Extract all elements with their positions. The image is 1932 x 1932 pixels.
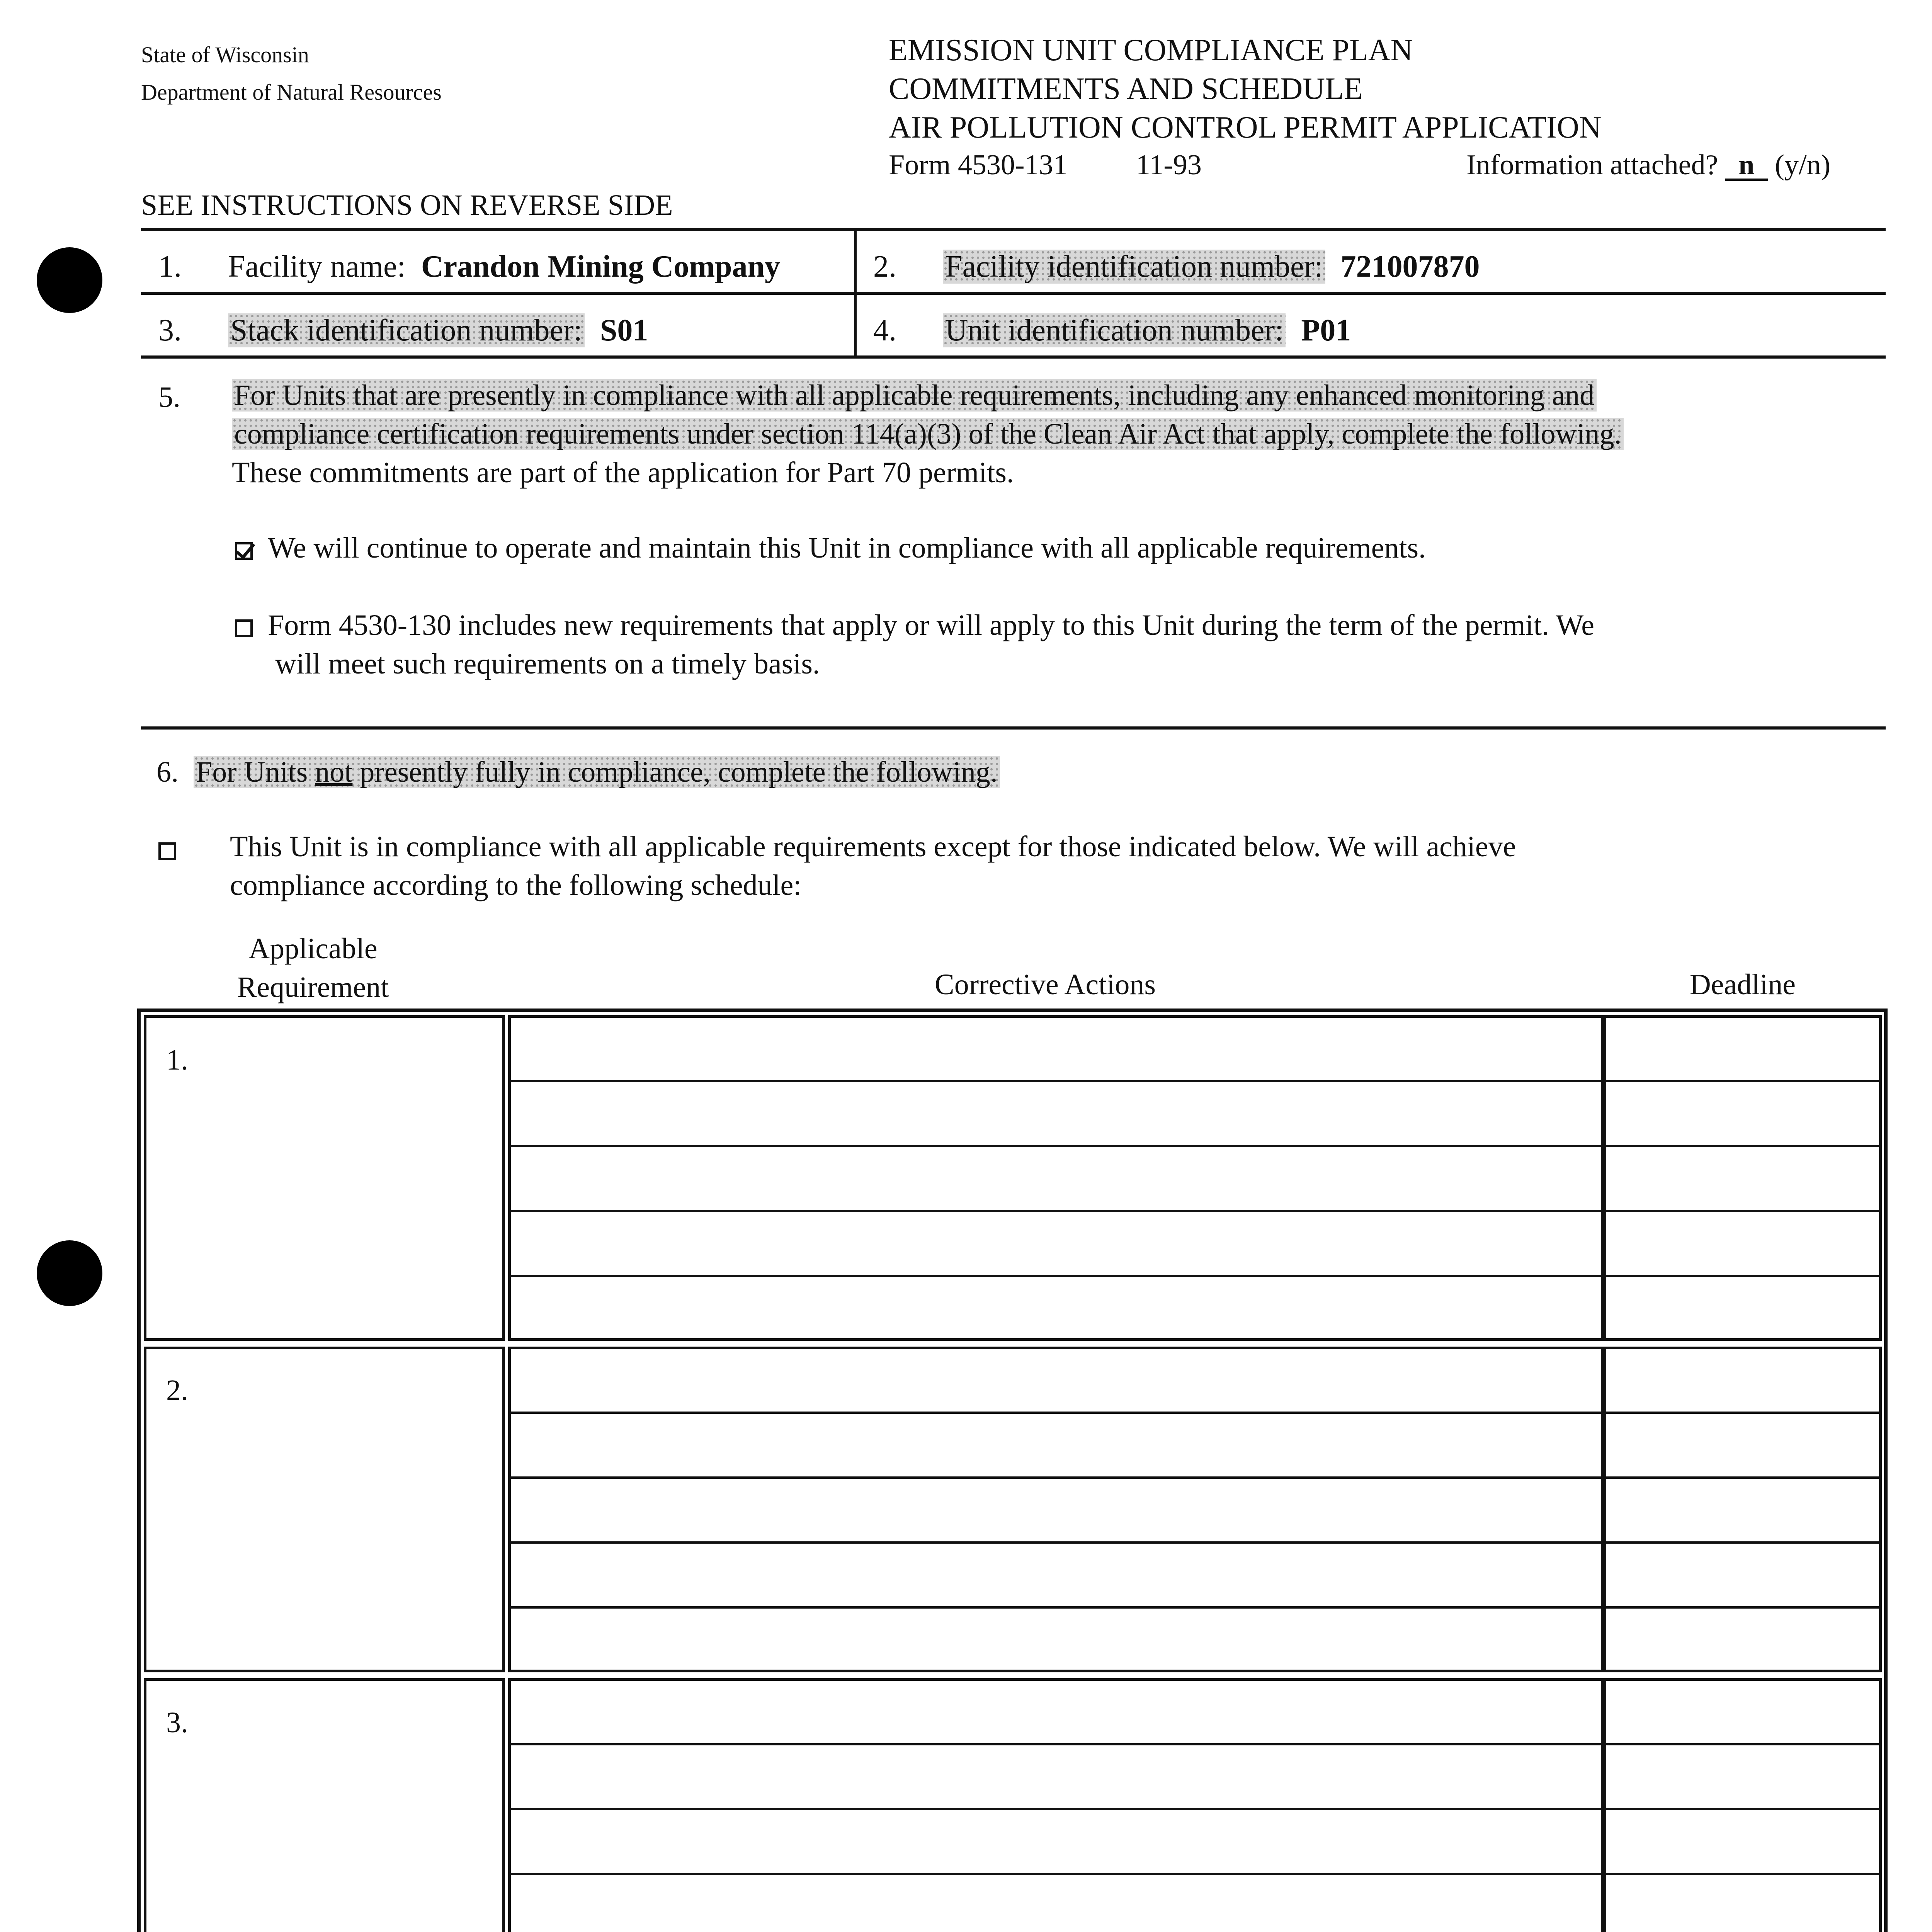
row-3-line [508,1743,1882,1745]
row-3-actions-cell[interactable] [508,1678,1604,1932]
field-1 [158,249,780,284]
field-4-label: Unit identification number: [943,313,1286,347]
row-1-line [508,1210,1882,1212]
section-5-num: 5. [158,381,180,413]
col-header-requirement [216,929,410,1007]
section-6-option [158,832,176,865]
info-attached [1466,149,1830,182]
binder-hole-top [37,247,102,313]
rule-fields-mid [141,292,1886,295]
section-6-num: 6. [156,756,179,788]
facility-name-value[interactable]: Crandon Mining Company [421,250,780,284]
field-2-num: 2. [873,250,896,284]
section-6-heading-text [194,756,1000,788]
rule-fields-divider [854,228,857,359]
row-2-line [508,1412,1882,1414]
info-attached-value[interactable]: n [1725,151,1768,181]
row-1-line [508,1145,1882,1147]
form-date: 11-93 [1136,149,1202,181]
row-3-deadline-cell[interactable] [1604,1678,1882,1932]
section-5-option-2 [235,609,1594,642]
row-1-actions-cell[interactable] [508,1015,1604,1341]
facility-id-value[interactable]: 721007870 [1340,250,1480,284]
section-5-option-2-cont: will meet such requirements on a timely basis. [275,648,820,680]
col-header-deadline: Deadline [1689,968,1796,1001]
field-3-num: 3. [158,313,182,347]
section-6-heading-post: presently fully in compliance, complete the following. [352,756,998,788]
field-3 [158,313,648,348]
agency-line-2: Department of Natural Resources [141,80,442,105]
option-1-checkbox[interactable] [235,542,253,560]
field-2-label: Facility identification number: [943,250,1325,284]
section-6-heading [156,755,1000,789]
rule-fields-bottom [141,355,1886,359]
section-5-option-1 [235,531,1426,565]
section-5-line-1 [232,379,1597,412]
section-5-text-2: compliance certification requirements under section 114(a)(3) of the Clean Air Act that apply, complete the following. [232,418,1624,450]
form-title-line-1: EMISSION UNIT COMPLIANCE PLAN [889,33,1413,67]
section-6-heading-pre: For Units [196,756,315,788]
row-2-line [508,1541,1882,1544]
info-attached-suffix: (y/n) [1775,149,1831,181]
binder-hole-middle [37,1240,102,1306]
row-3-num: 3. [166,1706,188,1739]
section-6-checkbox[interactable] [158,842,176,860]
row-2-line [508,1476,1882,1479]
option-1-label: We will continue to operate and maintain this Unit in compliance with all applicable requirements. [268,532,1426,564]
row-2-deadline-cell[interactable] [1604,1347,1882,1672]
unit-id-value[interactable]: P01 [1301,313,1351,347]
form-title-line-2: COMMITMENTS AND SCHEDULE [889,72,1363,106]
row-2-line [508,1606,1882,1609]
row-3-requirement-cell[interactable] [144,1678,505,1932]
row-1-line [508,1080,1882,1082]
row-3-line [508,1808,1882,1810]
field-4-num: 4. [873,313,896,347]
section-6-option-line-2: compliance according to the following schedule: [230,869,802,901]
col-header-requirement-2: Requirement [237,971,389,1003]
instructions-note: SEE INSTRUCTIONS ON REVERSE SIDE [141,189,673,221]
row-1-line [508,1275,1882,1277]
row-3-line [508,1873,1882,1875]
col-header-requirement-1: Applicable [248,932,378,965]
field-1-num: 1. [158,250,182,284]
stack-id-value[interactable]: S01 [600,313,648,347]
info-attached-label: Information attached? [1466,149,1718,181]
form-number: Form 4530-131 [889,149,1068,181]
option-2-label-1: Form 4530-130 includes new requirements that apply or will apply to this Unit during the term of the permit. We [268,609,1594,641]
agency-line-1: State of Wisconsin [141,42,309,67]
row-1-deadline-cell[interactable] [1604,1015,1882,1341]
field-4 [873,313,1351,348]
section-5-line-2 [232,417,1624,451]
col-header-actions: Corrective Actions [935,968,1156,1001]
section-6-option-line-1: This Unit is in compliance with all applicable requirements except for those indicated below. We will achieve [230,830,1516,863]
field-3-label: Stack identification number: [228,313,585,347]
field-2 [873,249,1480,284]
section-6-heading-not: not [315,756,353,788]
row-2-requirement-cell[interactable] [144,1347,505,1672]
rule-section-6 [141,726,1886,730]
field-1-label: Facility name: [228,250,406,284]
section-5-line-3: These commitments are part of the application for Part 70 permits. [232,456,1014,489]
rule-top [141,228,1886,231]
option-2-checkbox[interactable] [235,619,253,637]
row-1-num: 1. [166,1044,188,1076]
form-title-line-3: AIR POLLUTION CONTROL PERMIT APPLICATION [889,111,1602,145]
row-2-num: 2. [166,1374,188,1406]
section-5-text-1: For Units that are presently in compliance with all applicable requirements, including any enhanced monitoring and [232,379,1597,412]
row-2-actions-cell[interactable] [508,1347,1604,1672]
row-1-requirement-cell[interactable] [144,1015,505,1341]
